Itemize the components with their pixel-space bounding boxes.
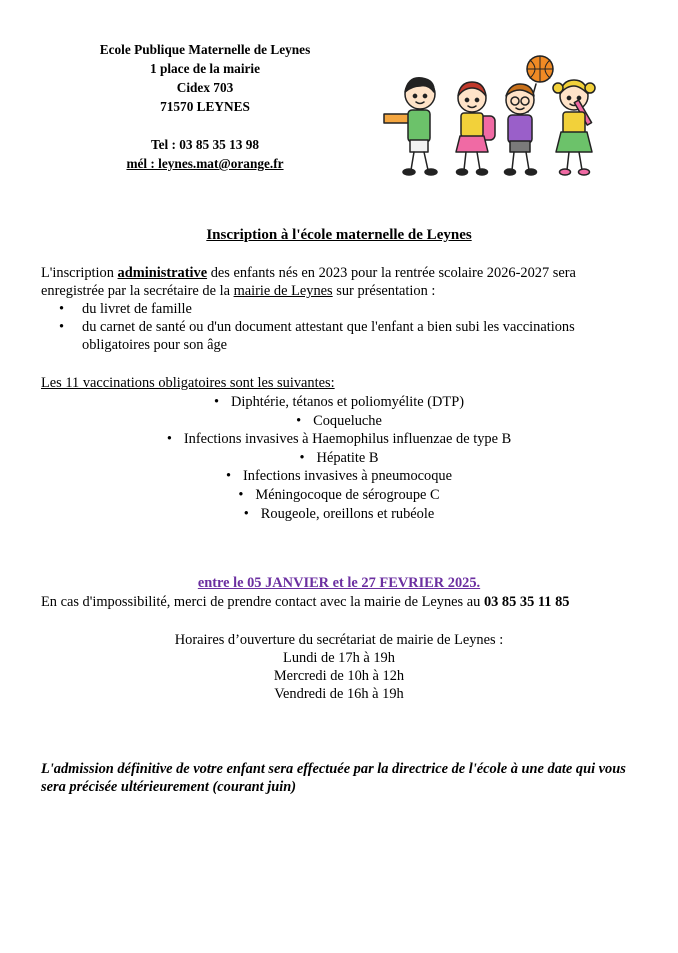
office-hours-heading: Horaires d’ouverture du secrétariat de mairie de Leynes :: [174, 632, 504, 648]
list-item: • Coqueluche: [0, 412, 678, 431]
school-header: [60, 40, 350, 173]
boy-with-book-figure: [384, 78, 437, 175]
vaccinations-heading: Les 11 vaccinations obligatoires sont les suivantes:: [41, 375, 335, 391]
school-phone: Tel : 03 85 35 13 98: [150, 137, 260, 152]
page-title: Inscription à l'école maternelle de Leynes: [206, 227, 472, 243]
mairie-phone: 03 85 35 11 85: [483, 594, 570, 610]
list-item: • Méningocoque de sérogroupe C: [0, 486, 678, 505]
office-hours: [0, 631, 678, 703]
school-cidex: Cidex 703: [176, 80, 234, 95]
list-item: • Diphtérie, tétanos et poliomyélite (DTP): [0, 393, 678, 412]
school-name: Ecole Publique Maternelle de Leynes: [99, 42, 311, 57]
contact-line: [41, 593, 641, 611]
vaccinations-list: [0, 393, 678, 523]
list-item: • Hépatite B: [0, 449, 678, 468]
intro-text-1: L'inscription: [41, 265, 118, 281]
school-postal-city: 71570 LEYNES: [160, 99, 250, 114]
list-item: • Infections invasives à pneumocoque: [0, 467, 678, 486]
required-documents-list: [41, 300, 641, 354]
intro-paragraph: [41, 264, 641, 300]
header-spacer: [60, 116, 350, 135]
office-hours-line: Mercredi de 10h à 12h: [273, 668, 405, 684]
mairie-reference: mairie de Leynes: [233, 283, 333, 299]
intro-text-3: sur présentation :: [332, 283, 436, 299]
school-email: mél : leynes.mat@orange.fr: [126, 156, 284, 171]
office-hours-line: Vendredi de 16h à 19h: [274, 686, 404, 702]
boy-with-basketball-figure: [505, 56, 554, 175]
intro-section: [41, 264, 641, 354]
registration-dates: entre le 05 JANVIER et le 27 FEVRIER 2025.: [197, 575, 481, 591]
list-item: • Infections invasives à Haemophilus influenzae de type B: [0, 430, 678, 449]
list-item: • du livret de famille: [41, 300, 641, 318]
intro-text-2: des enfants nés en 2023 pour la rentrée scolaire 2026-2027 sera enregistrée par la secrétaire de la: [41, 265, 576, 299]
office-hours-line: Lundi de 17h à 19h: [283, 650, 395, 666]
contact-text: En cas d'impossibilité, merci de prendre contact avec la mairie de Leynes au: [41, 594, 484, 610]
children-illustration: [380, 52, 602, 182]
list-item: • Rougeole, oreillons et rubéole: [0, 505, 678, 524]
girl-with-pencil-figure: [553, 80, 595, 175]
girl-with-backpack-figure: [456, 82, 495, 175]
admission-note: L'admission définitive de votre enfant sera effectuée par la directrice de l'école à une date qui vous sera précisée ultérieurement (courant juin): [41, 761, 626, 795]
school-address: 1 place de la mairie: [149, 61, 261, 76]
list-item: • du carnet de santé ou d'un document attestant que l'enfant a bien subi les vaccinations obligatoires pour son âge: [41, 318, 641, 354]
administrative-keyword: administrative: [117, 265, 208, 281]
